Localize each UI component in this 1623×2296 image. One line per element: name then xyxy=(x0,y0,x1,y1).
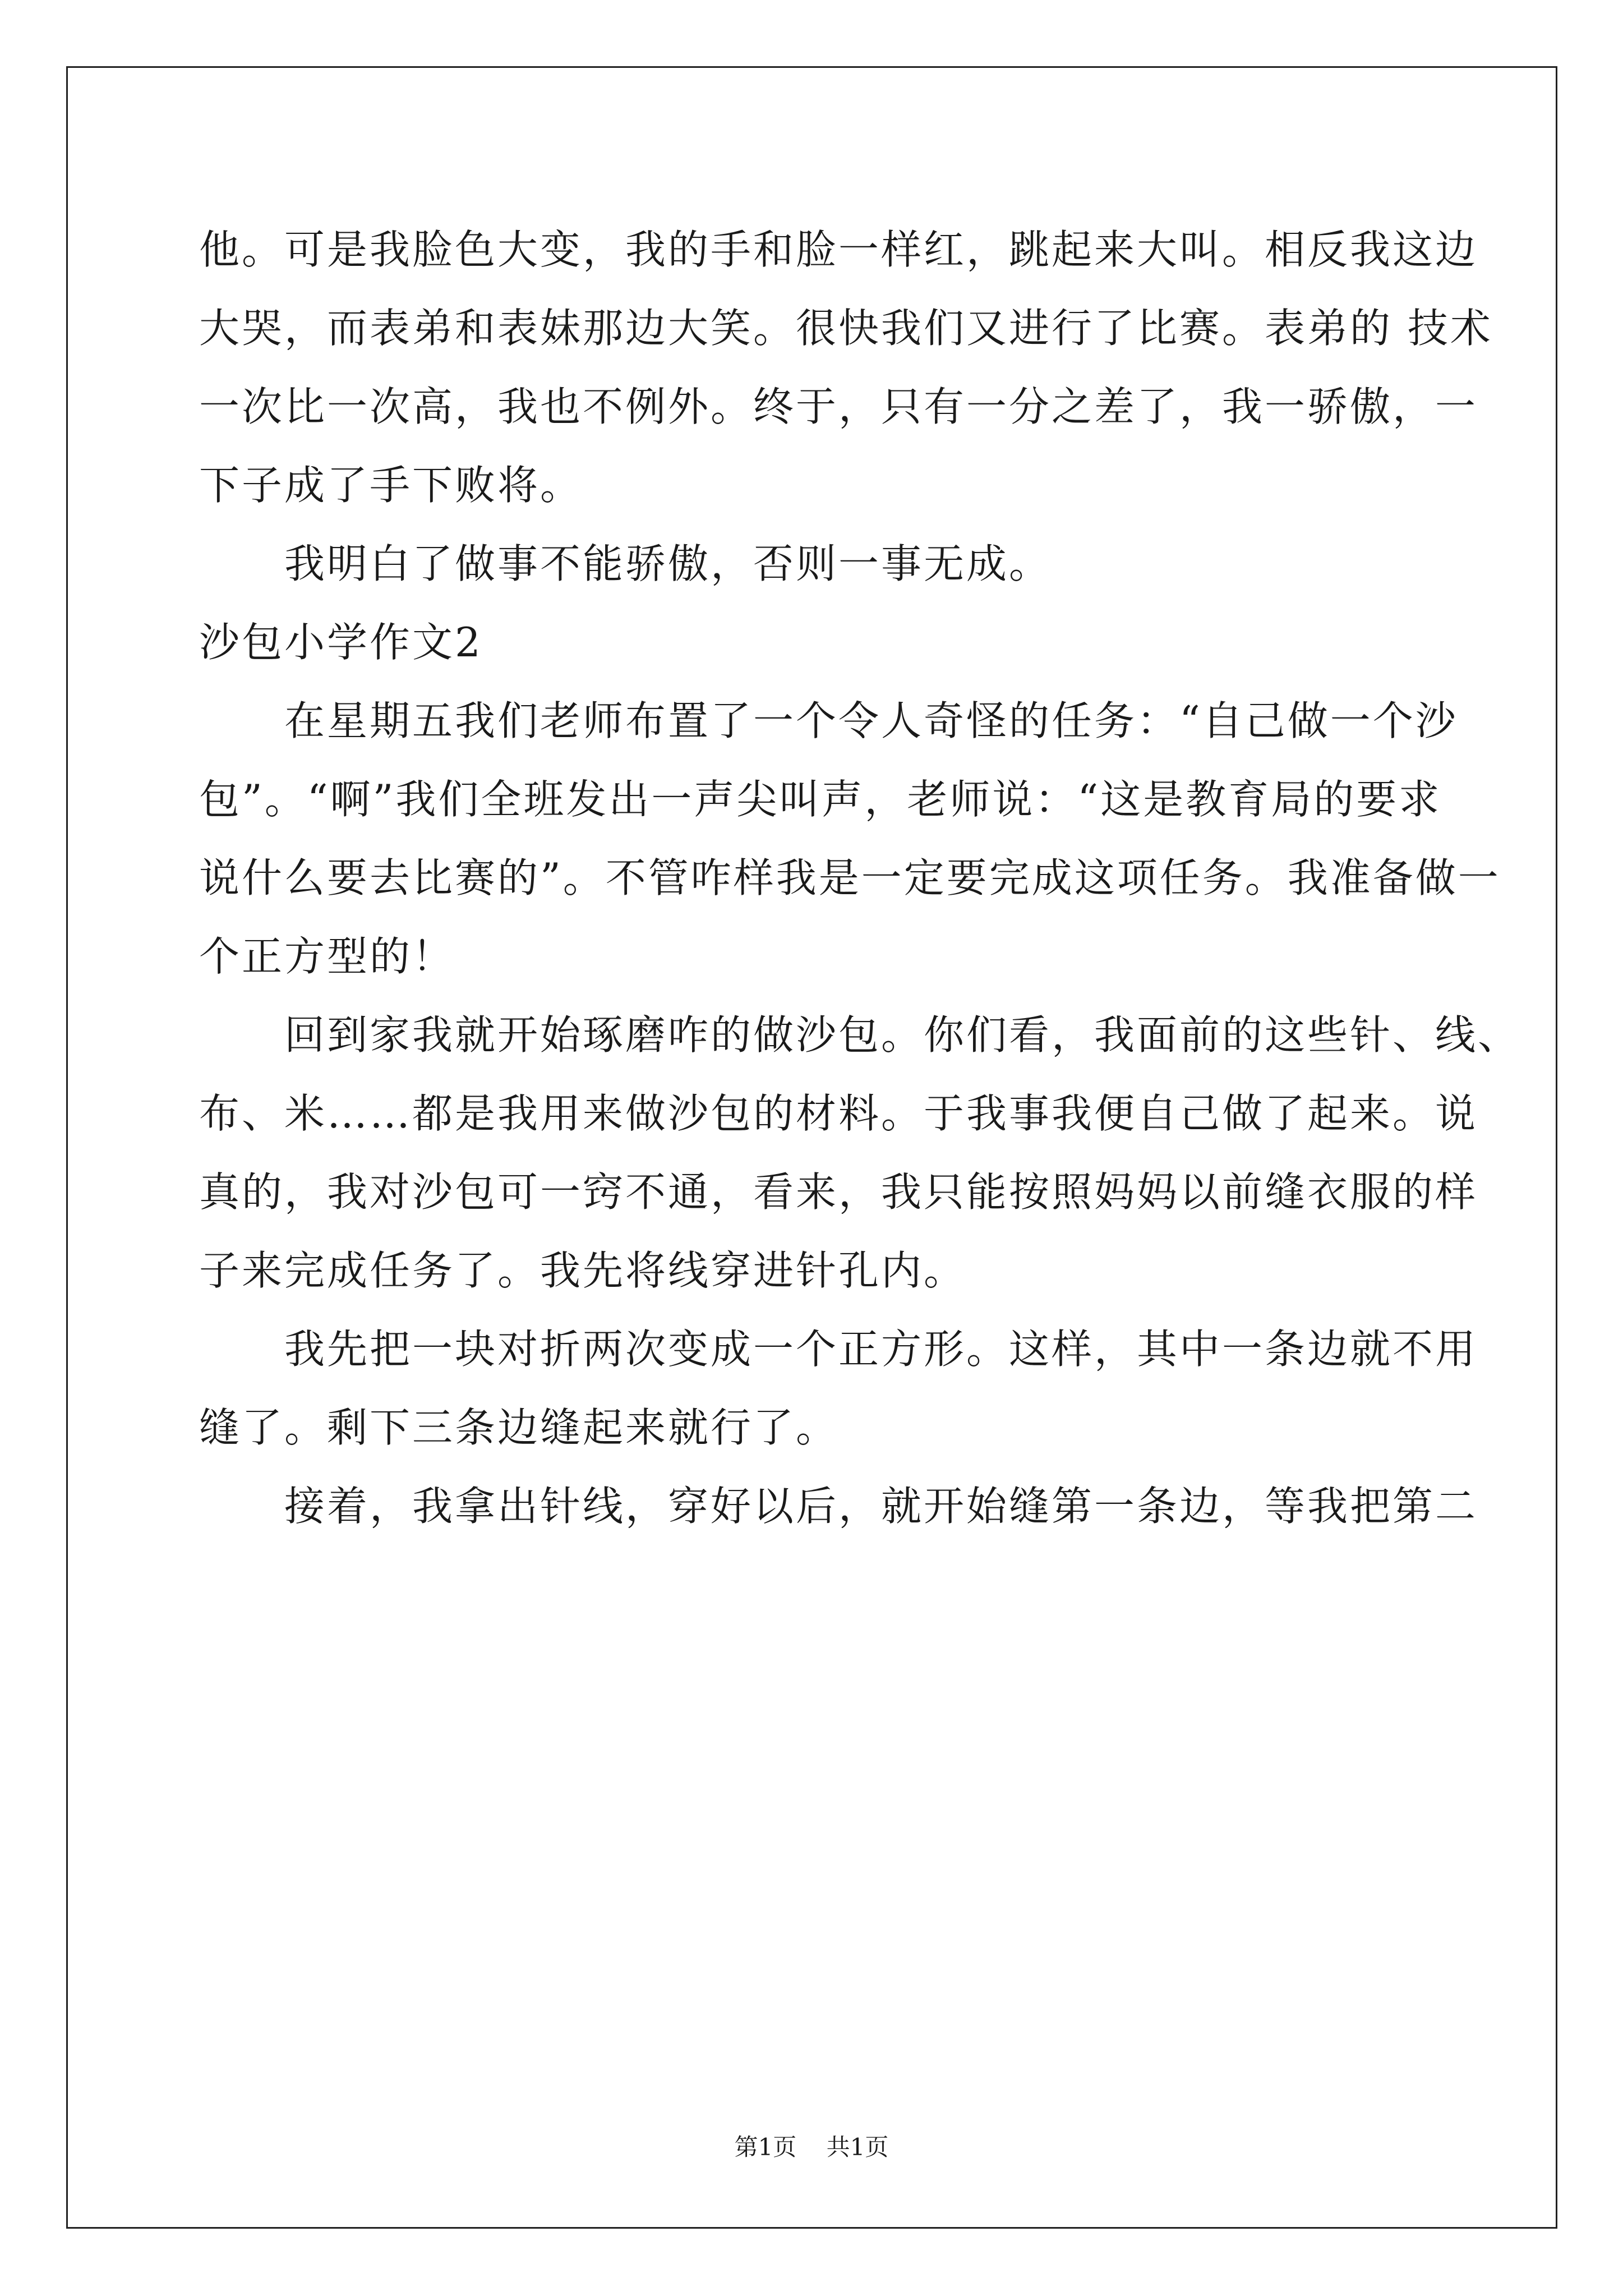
text-line: 下子成了手下败将。 xyxy=(199,462,583,509)
paragraph-start: 我明白了做事不能骄傲，否则一事无成。 xyxy=(284,540,1052,587)
text-line: 真的，我对沙包可一窍不通，看来，我只能按照妈妈以前缝衣服的样 xyxy=(199,1168,1478,1216)
text-line: 个正方型的！ xyxy=(199,933,455,980)
page-footer xyxy=(0,2131,1623,2164)
text-line: 大哭，而表弟和表妹那边大笑。很快我们又进行了比赛。表弟的 技术 xyxy=(199,305,1493,352)
paragraph-start: 接着，我拿出针线，穿好以后，就开始缝第一条边，等我把第二 xyxy=(284,1483,1478,1530)
page-total: 共1页 xyxy=(826,2133,889,2161)
text-line: 子来完成任务了。我先将线穿进针孔内。 xyxy=(199,1247,967,1294)
text-line: 缝了。剩下三条边缝起来就行了。 xyxy=(199,1404,839,1451)
page-number: 第1页 xyxy=(734,2133,797,2161)
paragraph-start: 回到家我就开始琢磨咋的做沙包。你们看，我面前的这些针、线、 xyxy=(284,1011,1521,1059)
paragraph-start: 我先把一块对折两次变成一个正方形。这样，其中一条边就不用 xyxy=(284,1326,1478,1373)
text-line: 包”。“啊”我们全班发出一声尖叫声，老师说：“这是教育局的要求 xyxy=(199,776,1442,823)
section-heading: 沙包小学作文2 xyxy=(199,619,483,666)
paragraph-start: 在星期五我们老师布置了一个令人奇怪的任务：“自己做一个沙 xyxy=(284,697,1458,744)
text-line: 一次比一次高，我也不例外。终于，只有一分之差了，我一骄傲，一 xyxy=(199,383,1478,430)
text-line: 他。可是我脸色大变，我的手和脸一样红，跳起来大叫。相反我这边 xyxy=(199,226,1478,273)
text-line: 布、米……都是我用来做沙包的材料。于我事我便自己做了起来。说 xyxy=(199,1090,1478,1137)
text-line: 说什么要去比赛的”。不管咋样我是一定要完成这项任务。我准备做一 xyxy=(199,854,1501,901)
